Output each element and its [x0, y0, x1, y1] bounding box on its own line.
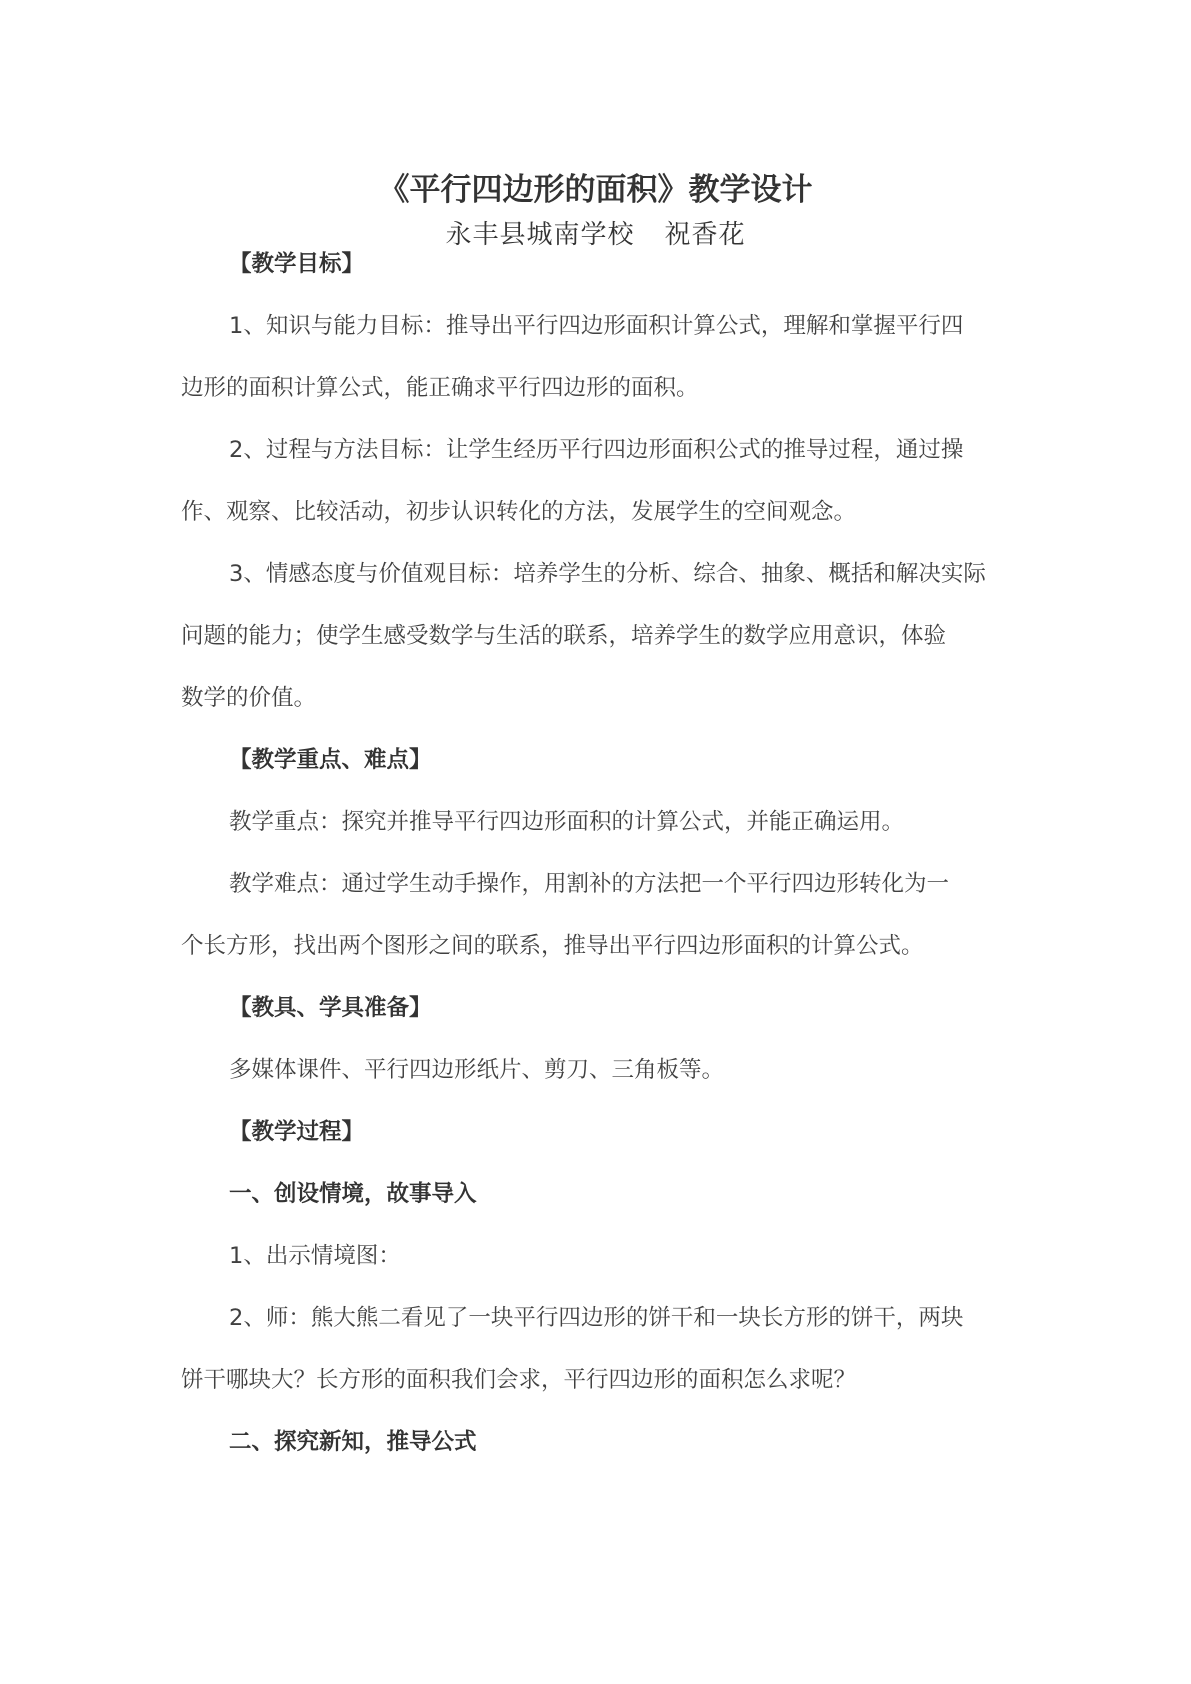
section-heading-key-points: 【教学重点、难点】 [229, 747, 432, 773]
part-2-heading: 二、探究新知，推导公式 [229, 1429, 477, 1455]
key-point: 教学重点：探究并推导平行四边形面积的计算公式，并能正确运用。 [229, 809, 905, 835]
objective-3-line-2: 问题的能力；使学生感受数学与生活的联系，培养学生的数学应用意识，体验 [181, 623, 947, 649]
document-title: 《平行四边形的面积》教学设计 [378, 172, 813, 208]
objective-1-line-1: 1、知识与能力目标：推导出平行四边形面积计算公式，理解和掌握平行四 [229, 313, 964, 339]
section-heading-materials: 【教具、学具准备】 [229, 995, 432, 1021]
difficulty-line-2: 个长方形，找出两个图形之间的联系，推导出平行四边形面积的计算公式。 [181, 933, 924, 959]
objective-2-line-2: 作、观察、比较活动，初步认识转化的方法，发展学生的空间观念。 [181, 499, 857, 525]
part-1-heading: 一、创设情境，故事导入 [229, 1181, 477, 1207]
school-name: 永丰县城南学校 [445, 220, 635, 250]
objective-3-line-1: 3、情感态度与价值观目标：培养学生的分析、综合、抽象、概括和解决实际 [229, 561, 986, 587]
section-heading-objectives: 【教学目标】 [229, 251, 365, 277]
part-1-item-1: 1、出示情境图： [229, 1243, 401, 1269]
part-1-item-2-line-2: 饼干哪块大？长方形的面积我们会求，平行四边形的面积怎么求呢？ [181, 1367, 857, 1393]
part-1-item-2-line-1: 2、师：熊大熊二看见了一块平行四边形的饼干和一块长方形的饼干，两块 [229, 1305, 964, 1331]
objective-2-line-1: 2、过程与方法目标：让学生经历平行四边形面积公式的推导过程，通过操 [229, 437, 964, 463]
document-body [181, 233, 1013, 1473]
objective-1-line-2: 边形的面积计算公式，能正确求平行四边形的面积。 [181, 375, 699, 401]
author-name: 祝香花 [664, 220, 746, 250]
materials-list: 多媒体课件、平行四边形纸片、剪刀、三角板等。 [229, 1057, 725, 1083]
objective-3-line-3: 数学的价值。 [181, 685, 317, 711]
section-heading-process: 【教学过程】 [229, 1119, 365, 1145]
difficulty-line-1: 教学难点：通过学生动手操作，用割补的方法把一个平行四边形转化为一 [229, 871, 950, 897]
